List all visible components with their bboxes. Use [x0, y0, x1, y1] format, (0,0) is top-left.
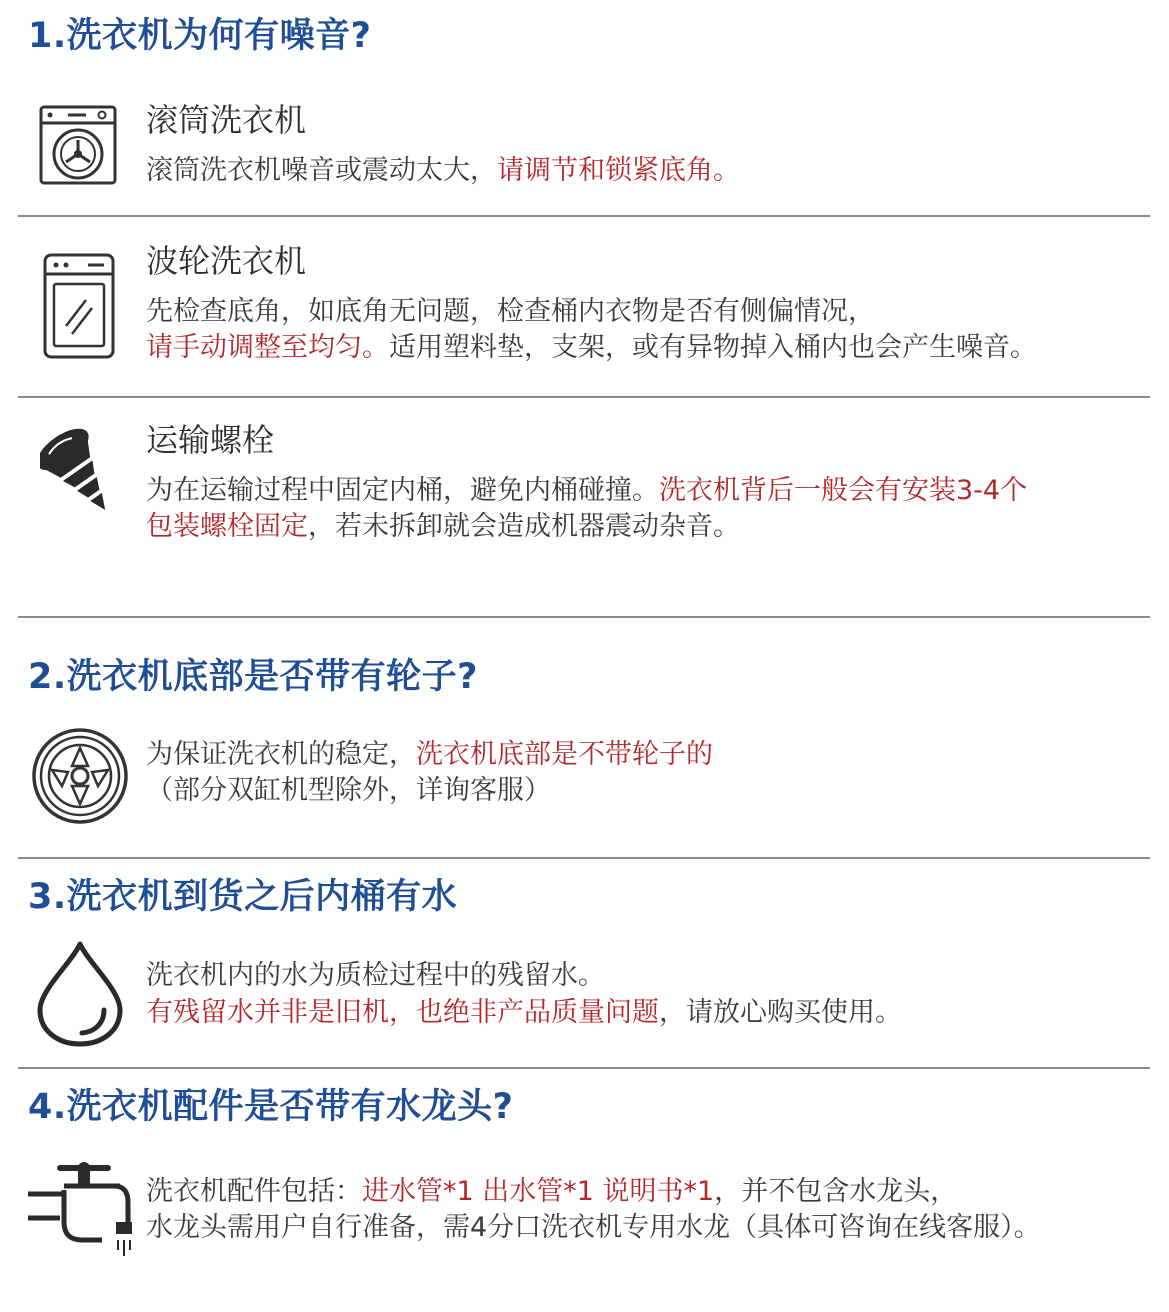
desc-text: ，并不包含水龙头，	[714, 1176, 958, 1207]
desc-text: 洗衣机配件包括：	[146, 1176, 362, 1207]
section-4-heading: 4.洗衣机配件是否带有水龙头?	[28, 1087, 514, 1127]
desc-emphasis: 洗衣机底部是不带轮子的	[416, 739, 713, 770]
item-desc-top-loader-line2	[146, 330, 1037, 366]
desc-emphasis: 请手动调整至均匀。	[146, 332, 389, 363]
divider	[18, 616, 1150, 618]
section-3-heading: 3.洗衣机到货之后内桶有水	[28, 877, 458, 917]
item-desc-bolt-line2	[146, 509, 740, 545]
divider	[18, 1067, 1150, 1069]
desc-text: （部分双缸机型除外，详询客服）	[146, 775, 551, 806]
item-title-top-loader: 波轮洗衣机	[146, 242, 307, 280]
wheel-icon	[30, 726, 130, 826]
faucet-icon	[24, 1160, 134, 1266]
desc-text: 先检查底角，如底角无问题，检查桶内衣物是否有侧偏情况，	[146, 296, 875, 327]
item-desc-top-loader-line1	[146, 294, 875, 330]
desc-text: ，若未拆卸就会造成机器震动杂音。	[308, 511, 740, 542]
item-desc-front-loader	[146, 153, 740, 189]
desc-text: 为在运输过程中固定内桶，避免内桶碰撞。	[146, 475, 659, 506]
bolt-icon	[40, 426, 120, 522]
desc-emphasis: 洗衣机背后一般会有安装3-4个	[659, 475, 1028, 506]
desc-text: 为保证洗衣机的稳定，	[146, 739, 416, 770]
item-title-front-loader: 滚筒洗衣机	[146, 101, 307, 139]
divider	[18, 857, 1150, 859]
section-2-heading: 2.洗衣机底部是否带有轮子?	[28, 657, 478, 697]
wheel-desc-line2	[146, 773, 551, 809]
desc-text: 滚筒洗衣机噪音或震动太大，	[146, 155, 497, 186]
desc-emphasis: 包装螺栓固定	[146, 511, 308, 542]
item-title-bolt: 运输螺栓	[146, 421, 275, 459]
front-loader-washer-icon	[38, 104, 118, 186]
section-1-heading: 1.洗衣机为何有噪音?	[28, 16, 372, 56]
desc-text: 水龙头需用户自行准备，需4分口洗衣机专用水龙（具体可咨询在线客服）。	[146, 1212, 1041, 1243]
desc-text: ，请放心购买使用。	[659, 997, 902, 1028]
faucet-desc-line2	[146, 1210, 1041, 1246]
water-drop-icon	[34, 940, 126, 1048]
divider	[18, 215, 1150, 217]
item-desc-bolt-line1	[146, 473, 1027, 509]
water-desc-line1	[146, 958, 605, 994]
desc-text: 适用塑料垫，支架，或有异物掉入桶内也会产生噪音。	[389, 332, 1037, 363]
desc-emphasis: 请调节和锁紧底角。	[497, 155, 740, 186]
desc-emphasis: 进水管*1 出水管*1 说明书*1	[362, 1176, 715, 1207]
divider	[18, 396, 1150, 398]
water-desc-line2	[146, 995, 902, 1031]
desc-text: 洗衣机内的水为质检过程中的残留水。	[146, 960, 605, 991]
faucet-desc-line1	[146, 1174, 957, 1210]
wheel-desc-line1	[146, 737, 713, 773]
top-loader-washer-icon	[42, 252, 116, 360]
desc-emphasis: 有残留水并非是旧机，也绝非产品质量问题	[146, 997, 659, 1028]
